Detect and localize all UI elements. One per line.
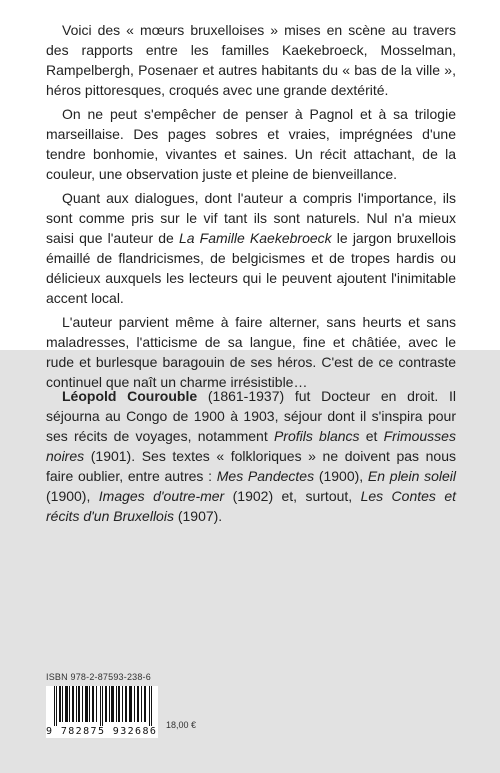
blurb-paragraph-3 — [46, 188, 456, 308]
bio-text-6: (1902) et, surtout, — [224, 488, 361, 504]
blurb-paragraph-2: On ne peut s'empêcher de penser à Pagnol et à sa trilogie marseillaise. Des pages sobres et vraies, imprégnées d'une tendre bonhomie, vivantes et saines. Un récit attachant, de la couleur, une observation juste et pleine de bienveillance. — [46, 106, 456, 182]
author-name: Léopold Courouble — [62, 388, 198, 404]
work-title-6: Les Contes et récits d'un Bruxellois — [46, 488, 456, 524]
bio-text-4: (1900), — [314, 468, 368, 484]
barcode-bars — [54, 686, 154, 726]
barcode — [46, 686, 158, 738]
barcode-digits: 9 782875 932686 — [46, 726, 158, 737]
work-title-2: Frimousses noires — [46, 428, 456, 464]
blurb-p3-text-b: le jargon bruxellois émaillé de flandricismes, de belgicismes et de tropes hardis ou délicieux auxquels les lecteurs qui le peuvent ajoutent l'inimitable accent local. — [46, 230, 457, 306]
bio-text-1: (1861-1937) fut Docteur en droit. Il séjourna au Congo de 1900 à 1903, séjour dont il s'inspira pour ses récits de voyages, notamment — [46, 388, 456, 444]
blurb-text — [46, 20, 456, 396]
work-title-5: Images d'outre-mer — [98, 488, 225, 504]
work-title-4: En plein soleil — [367, 468, 456, 484]
price-label: 18,00 € — [166, 720, 197, 730]
bio-paragraph — [46, 386, 456, 526]
author-bio — [46, 386, 456, 530]
bio-text-2: et — [359, 428, 384, 444]
isbn-label: ISBN 978-2-87593-238-6 — [46, 672, 151, 682]
bio-text-3: (1901). Ses textes « folkloriques » ne doivent pas nous faire oublier, entre autres : — [46, 448, 456, 484]
blurb-paragraph-1: Voici des « mœurs bruxelloises » mises en scène au travers des rapports entre les familles Kaekebroeck, Mosselman, Rampelbergh, Posenaer et autres habitants du « bas de la ville », héros pittoresques, croqués avec une grande dextérité. — [46, 22, 456, 98]
blurb-p3-text-a: Quant aux dialogues, dont l'auteur a compris l'importance, ils sont comme pris sur le vif tant ils sont naturels. Nul n'a mieux saisi que l'auteur de — [46, 190, 456, 246]
work-title-3: Mes Pandectes — [216, 468, 315, 484]
blurb-paragraph-4: L'auteur parvient même à faire alterner, sans heurts et sans maladresses, l'atticisme de sa langue, fine et châtiée, avec le rude et burlesque baragouin de ses héros. C'est de ce contraste continuel que naît un charme irrésistible… — [46, 314, 456, 390]
bio-text-5: (1900), — [46, 488, 99, 504]
bio-text-7: (1907). — [173, 508, 223, 524]
book-title: La Famille Kaekebroeck — [178, 230, 332, 246]
work-title-1: Profils blancs — [273, 428, 360, 444]
